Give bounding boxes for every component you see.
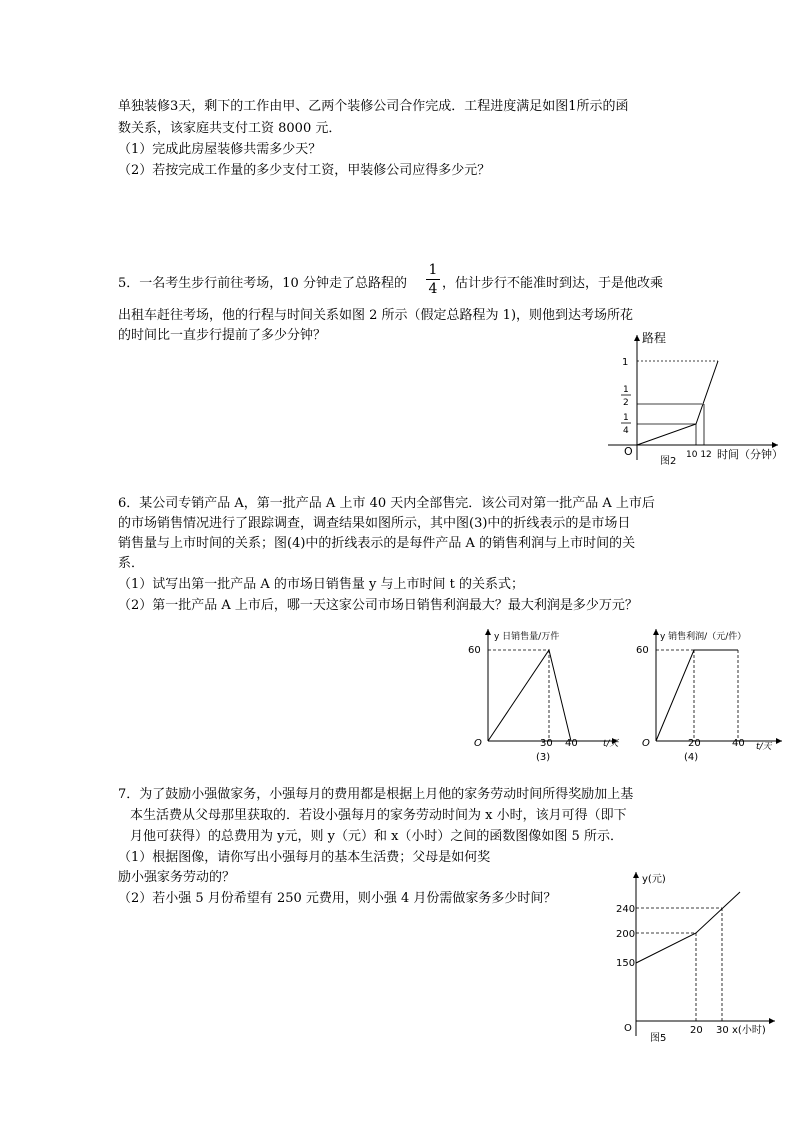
q6-line3: 销售量与上市时间的关系；图(4)中的折线表示的是每件产品 A 的销售利润与上市时间的关 <box>118 536 636 551</box>
g2-y-one: 1 <box>622 357 629 368</box>
q4-sub1: （1）完成此房屋装修共需多少天？ <box>118 142 322 157</box>
q6-line2: 的市场销售情况进行了跟踪调查，调查结果如图所示，其中图(3)中的折线表示的是市场日 <box>118 516 631 531</box>
g5-x20: 20 <box>690 1025 703 1036</box>
g5-y150: 150 <box>616 958 636 969</box>
q7-sub1a: （1）根据图像，请你写出小强每月的基本生活费；父母是如何奖 <box>118 850 491 865</box>
g2-half-den: 2 <box>623 398 629 408</box>
g5-caption: 图5 <box>650 1033 667 1044</box>
g4-origin: O <box>642 738 650 749</box>
q6-sub2: （2）第一批产品 A 上市后，哪一天这家公司市场日销售利润最大？最大利润是多少万元？ <box>118 598 638 613</box>
q7-sub2: （2）若小强 5 月份希望有 250 元费用，则小强 4 月份需做家务多少时间？ <box>118 891 557 906</box>
g2-origin: O <box>624 445 633 458</box>
q5-frac-den: 4 <box>428 281 438 297</box>
g2-quarter-num: 1 <box>623 413 629 423</box>
g5-y200: 200 <box>616 929 636 940</box>
g5-origin: O <box>624 1023 632 1034</box>
q4-sub2: （2）若按完成工作量的多少支付工资，甲装修公司应得多少元？ <box>118 163 491 178</box>
g4-xlabel: t/天 <box>756 742 772 752</box>
g2-xlabel: 时间（分钟） <box>717 448 783 461</box>
graph5 <box>612 866 784 1046</box>
g4-caption: (4) <box>684 752 699 763</box>
q7-line3: 月他可获得）的总费用为 y元，则 y（元）和 x（小时）之间的函数图像如图 5 所示． <box>130 829 623 844</box>
g3-x30: 30 <box>540 738 553 749</box>
graph4 <box>632 625 792 770</box>
q6-line1: 6．某公司专销产品 A，第一批产品 A 上市 40 天内全部售完．该公司对第一批产品 A 上市后 <box>118 496 655 511</box>
graph2 <box>600 330 790 470</box>
q6-sub1: （1）试写出第一批产品 A 的市场日销售量 y 与上市时间 t 的关系式； <box>118 577 525 592</box>
g4-path <box>656 650 738 741</box>
g4-ylabel: y 销售利润/（元/件） <box>660 632 747 642</box>
graph3 <box>460 625 630 770</box>
q5-line2: 出租车赶往考场，他的行程与时间关系如图 2 所示（假定总路程为 1)，则他到达考场所花 <box>118 308 634 323</box>
g5-x30: 30 <box>716 1025 729 1036</box>
g2-path <box>637 361 718 445</box>
g4-x20: 20 <box>688 738 701 749</box>
g5-path <box>636 892 740 963</box>
g2-ylabel: 路程 <box>642 331 667 345</box>
g2-caption: 图2 <box>660 456 677 467</box>
g3-path <box>488 650 571 741</box>
q5-line1a: 5．一名考生步行前往考场，10 分钟走了总路程的 <box>118 276 407 291</box>
g3-origin: O <box>474 738 482 749</box>
g4-x40: 40 <box>732 738 745 749</box>
q6-line4: 系． <box>118 556 145 571</box>
g5-y240: 240 <box>616 904 636 915</box>
g2-quarter-den: 4 <box>623 426 629 436</box>
q7-line2: 本生活费从父母那里获取的．若设小强每月的家务劳动时间为 x 小时，该月可得（即下 <box>130 808 627 823</box>
g4-y60: 60 <box>636 645 649 656</box>
g5-xlabel: x(小时) <box>732 1025 766 1036</box>
g3-y60: 60 <box>468 645 481 656</box>
q5-frac-num: 1 <box>428 262 438 278</box>
q7-sub1b: 励小强家务劳动的？ <box>118 870 236 885</box>
q7-line1: 7．为了鼓励小强做家务，小强每月的费用都是根据上月他的家务劳动时间所得奖励加上基 <box>118 787 634 802</box>
q5-fraction <box>426 262 440 297</box>
g2-half-num: 1 <box>623 385 629 395</box>
q5-line3: 的时间比一直步行提前了多少分钟？ <box>118 328 327 343</box>
q5-line1b: ，估计步行不能准时到达，于是他改乘 <box>442 276 664 291</box>
g3-caption: (3) <box>536 752 551 763</box>
q4-line1: 单独装修3天，剩下的工作由甲、乙两个装修公司合作完成．工程进度满足如图1所示的函 <box>118 99 629 114</box>
g3-x40: 40 <box>565 738 578 749</box>
g2-xticks: 10 12 <box>686 450 712 460</box>
g3-xlabel: t/天 <box>603 739 619 749</box>
q4-line2: 数关系，该家庭共支付工资 8000 元． <box>118 121 342 136</box>
g3-ylabel: y 日销售量/万件 <box>494 632 560 642</box>
g5-ylabel: y(元) <box>642 874 666 885</box>
